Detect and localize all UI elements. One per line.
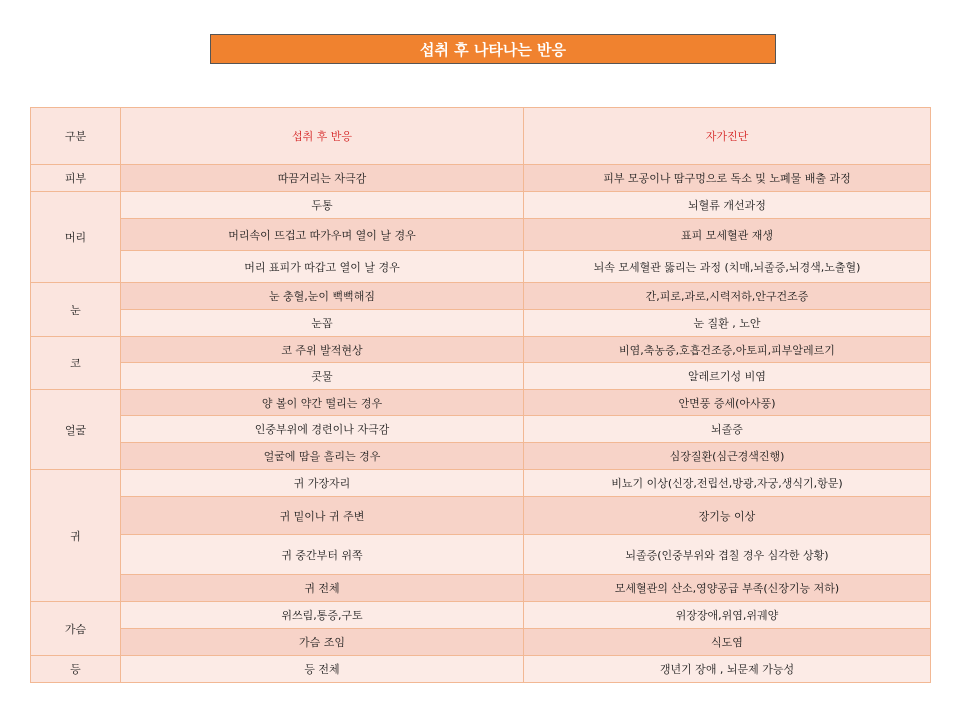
- table-row: [31, 363, 931, 390]
- table-row: [31, 283, 931, 310]
- diagnosis-cell: 심장질환(심근경색진행): [524, 443, 931, 470]
- category-cell: 머리: [31, 192, 121, 283]
- reaction-cell: 등 전체: [121, 656, 524, 683]
- diagnosis-cell: 간,피로,과로,시력저하,안구건조증: [524, 283, 931, 310]
- diagnosis-cell: 장기능 이상: [524, 497, 931, 535]
- reaction-cell: 머리속이 뜨겁고 따가우며 열이 날 경우: [121, 219, 524, 251]
- category-cell: 피부: [31, 165, 121, 192]
- table-row: [31, 470, 931, 497]
- header-reaction: 섭취 후 반응: [121, 108, 524, 165]
- reaction-cell: 따끔거리는 자극감: [121, 165, 524, 192]
- table-row: [31, 443, 931, 470]
- reaction-cell: 귀 가장자리: [121, 470, 524, 497]
- category-cell: 눈: [31, 283, 121, 337]
- reaction-cell: 귀 전체: [121, 575, 524, 602]
- diagnosis-cell: 위장장애,위염,위궤양: [524, 602, 931, 629]
- table-row: [31, 390, 931, 416]
- table-row: [31, 602, 931, 629]
- table-row: [31, 192, 931, 219]
- reaction-cell: 눈꼽: [121, 310, 524, 337]
- table-row: [31, 165, 931, 192]
- diagnosis-cell: 모세혈관의 산소,영양공급 부족(신장기능 저하): [524, 575, 931, 602]
- diagnosis-cell: 알레르기성 비염: [524, 363, 931, 390]
- table-row: [31, 497, 931, 535]
- diagnosis-cell: 뇌졸증(인중부위와 겹칠 경우 심각한 상황): [524, 535, 931, 575]
- reaction-cell: 얼굴에 땀을 흘리는 경우: [121, 443, 524, 470]
- table-row: [31, 219, 931, 251]
- header-diagnosis: 자가진단: [524, 108, 931, 165]
- reaction-cell: 가슴 조임: [121, 629, 524, 656]
- reaction-cell: 콧물: [121, 363, 524, 390]
- diagnosis-cell: 뇌혈류 개선과정: [524, 192, 931, 219]
- page-title: 섭취 후 나타나는 반응: [210, 34, 776, 64]
- diagnosis-cell: 식도염: [524, 629, 931, 656]
- reaction-cell: 양 볼이 약간 떨리는 경우: [121, 390, 524, 416]
- table-header-row: [31, 108, 931, 165]
- table-row: [31, 251, 931, 283]
- category-cell: 등: [31, 656, 121, 683]
- table-row: [31, 337, 931, 363]
- diagnosis-cell: 비염,축농증,호흡건조증,아토피,피부알레르기: [524, 337, 931, 363]
- category-cell: 가슴: [31, 602, 121, 656]
- reaction-cell: 인중부위에 경련이나 자극감: [121, 416, 524, 443]
- category-cell: 얼굴: [31, 390, 121, 470]
- reaction-cell: 위쓰림,통증,구토: [121, 602, 524, 629]
- table-row: [31, 310, 931, 337]
- diagnosis-cell: 갱년기 장애 , 뇌문제 가능성: [524, 656, 931, 683]
- reaction-cell: 귀 중간부터 위쪽: [121, 535, 524, 575]
- table-row: [31, 416, 931, 443]
- diagnosis-cell: 비뇨기 이상(신장,전립선,방광,자궁,생식기,항문): [524, 470, 931, 497]
- diagnosis-cell: 뇌속 모세혈관 뚫리는 과정 (치매,뇌졸증,뇌경색,노출혈): [524, 251, 931, 283]
- reaction-cell: 코 주위 발적현상: [121, 337, 524, 363]
- reaction-table: [30, 107, 931, 683]
- diagnosis-cell: 뇌졸증: [524, 416, 931, 443]
- category-cell: 귀: [31, 470, 121, 602]
- table-row: [31, 629, 931, 656]
- table-row: [31, 575, 931, 602]
- reaction-cell: 눈 충혈,눈이 뻑뻑해짐: [121, 283, 524, 310]
- reaction-cell: 두통: [121, 192, 524, 219]
- table-row: [31, 535, 931, 575]
- diagnosis-cell: 표피 모세혈관 재생: [524, 219, 931, 251]
- diagnosis-cell: 안면풍 증세(아사풍): [524, 390, 931, 416]
- reaction-cell: 귀 밑이나 귀 주변: [121, 497, 524, 535]
- header-category: 구분: [31, 108, 121, 165]
- diagnosis-cell: 눈 질환 , 노안: [524, 310, 931, 337]
- category-cell: 코: [31, 337, 121, 390]
- diagnosis-cell: 피부 모공이나 땀구멍으로 독소 및 노폐물 배출 과정: [524, 165, 931, 192]
- reaction-cell: 머리 표피가 따갑고 열이 날 경우: [121, 251, 524, 283]
- table-row: [31, 656, 931, 683]
